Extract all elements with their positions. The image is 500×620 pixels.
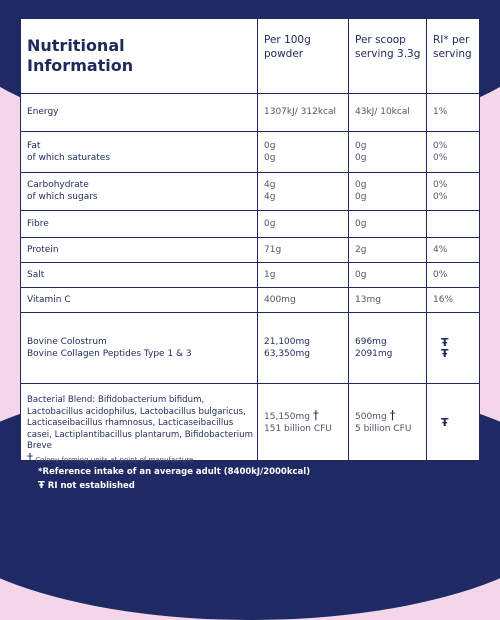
row-value-per100: 15,150mg <box>264 412 310 422</box>
column-header-per-scoop: Per scoop serving 3.3g <box>355 34 421 60</box>
table-footnotes <box>38 466 310 493</box>
table-row <box>21 210 479 238</box>
table-row <box>21 131 479 173</box>
footnote-ri-not-established: RI not established <box>47 481 135 491</box>
row-value-ri-sub: 0% <box>433 152 448 163</box>
table-row <box>21 172 479 211</box>
row-label: Carbohydrate <box>27 180 89 190</box>
row-value-per100: 1g <box>258 262 349 287</box>
row-label: Protein <box>21 237 258 262</box>
dagger-icon: † <box>389 408 396 422</box>
footnote-reference-intake: *Reference intake of an average adult (8400kJ/2000kcal) <box>38 467 311 477</box>
row-sublabel: of which sugars <box>27 192 98 202</box>
table-row <box>21 262 479 288</box>
row-value-per100: 21,100mg <box>264 336 310 347</box>
row-value-per-scoop-sub: 0g <box>355 152 367 163</box>
dagger-icon: † <box>312 408 319 422</box>
table-row <box>21 287 479 313</box>
row-value-per-scoop-sub: 2091mg <box>355 348 393 359</box>
row-value-per100-sub: 4g <box>264 192 276 202</box>
row-value-per-scoop: 13mg <box>349 287 427 312</box>
ri-not-established-icon: Ŧ <box>441 335 449 349</box>
column-header-per100g: Per 100g powder <box>264 34 311 60</box>
table-row <box>21 312 479 384</box>
row-label: Bovine Colostrum <box>27 336 107 347</box>
row-value-per-scoop: 696mg <box>355 336 387 347</box>
row-sublabel: Bovine Collagen Peptides Type 1 & 3 <box>27 348 192 359</box>
row-value-ri: 1% <box>433 107 448 117</box>
row-value-per100-sub: 63,350mg <box>264 348 310 359</box>
row-value-per-scoop: 0g <box>349 262 427 287</box>
row-value-per-scoop: 2g <box>349 237 427 262</box>
row-value-ri: 0% <box>433 269 448 280</box>
table-row <box>21 237 479 263</box>
table-row <box>21 383 479 465</box>
row-label: Energy <box>21 93 258 131</box>
dagger-icon: † <box>27 450 33 465</box>
table-header-row <box>21 19 479 94</box>
row-value-per100: 0g <box>258 210 349 237</box>
row-value-per-scoop: 0g <box>355 180 367 190</box>
footnote-cfu: Colony forming units at point of manufacture <box>35 455 194 464</box>
row-value-ri: 4% <box>433 244 448 255</box>
row-value-per100: 1307kJ/ 312kcal <box>258 93 349 131</box>
table-row <box>21 93 479 132</box>
row-value-per-scoop-sub: 0g <box>355 192 367 202</box>
row-value-ri: 0% <box>433 180 448 190</box>
row-value-per100: 400mg <box>258 287 349 312</box>
row-value-per-scoop: 500mg <box>355 412 387 422</box>
row-label: Fat <box>27 140 41 151</box>
row-value-per-scoop-sub: 5 billion CFU <box>355 424 412 434</box>
row-value-ri <box>427 210 479 237</box>
row-value-per-scoop: 43kJ/ 10kcal <box>349 93 427 131</box>
row-value-ri: 16% <box>433 294 454 305</box>
row-value-per100-sub: 0g <box>264 152 276 163</box>
row-value-per100: 0g <box>264 140 276 151</box>
row-value-per-scoop: 0g <box>355 140 367 151</box>
ri-not-established-icon: Ŧ <box>38 480 45 491</box>
row-sublabel: of which saturates <box>27 152 111 163</box>
row-label: Fibre <box>21 210 258 237</box>
row-label: Bacterial Blend: Bifidobacterium bifidum, Lactobacillus acidophilus, Lactobacillus bulgaricus, Lacticaseibacillus rhamnosus, Lacticaseibacillus casei, Lactiplantibacillus plantarum, Bifidobacterium Breve <box>27 395 253 451</box>
row-value-per100-sub: 151 billion CFU <box>264 424 332 434</box>
row-value-ri: 0% <box>433 140 448 151</box>
row-label: Vitamin C <box>21 287 258 312</box>
row-value-per100: 4g <box>264 180 276 190</box>
row-value-per100: 71g <box>258 237 349 262</box>
row-value-ri-sub: 0% <box>433 192 448 202</box>
table-title: Nutritional Information <box>27 36 134 75</box>
row-label: Salt <box>21 262 258 287</box>
column-header-ri: RI* per serving <box>433 34 472 60</box>
nutrition-table <box>20 18 480 465</box>
ri-not-established-icon: Ŧ <box>441 415 449 429</box>
ri-not-established-icon: Ŧ <box>441 346 449 360</box>
row-value-per-scoop: 0g <box>349 210 427 237</box>
